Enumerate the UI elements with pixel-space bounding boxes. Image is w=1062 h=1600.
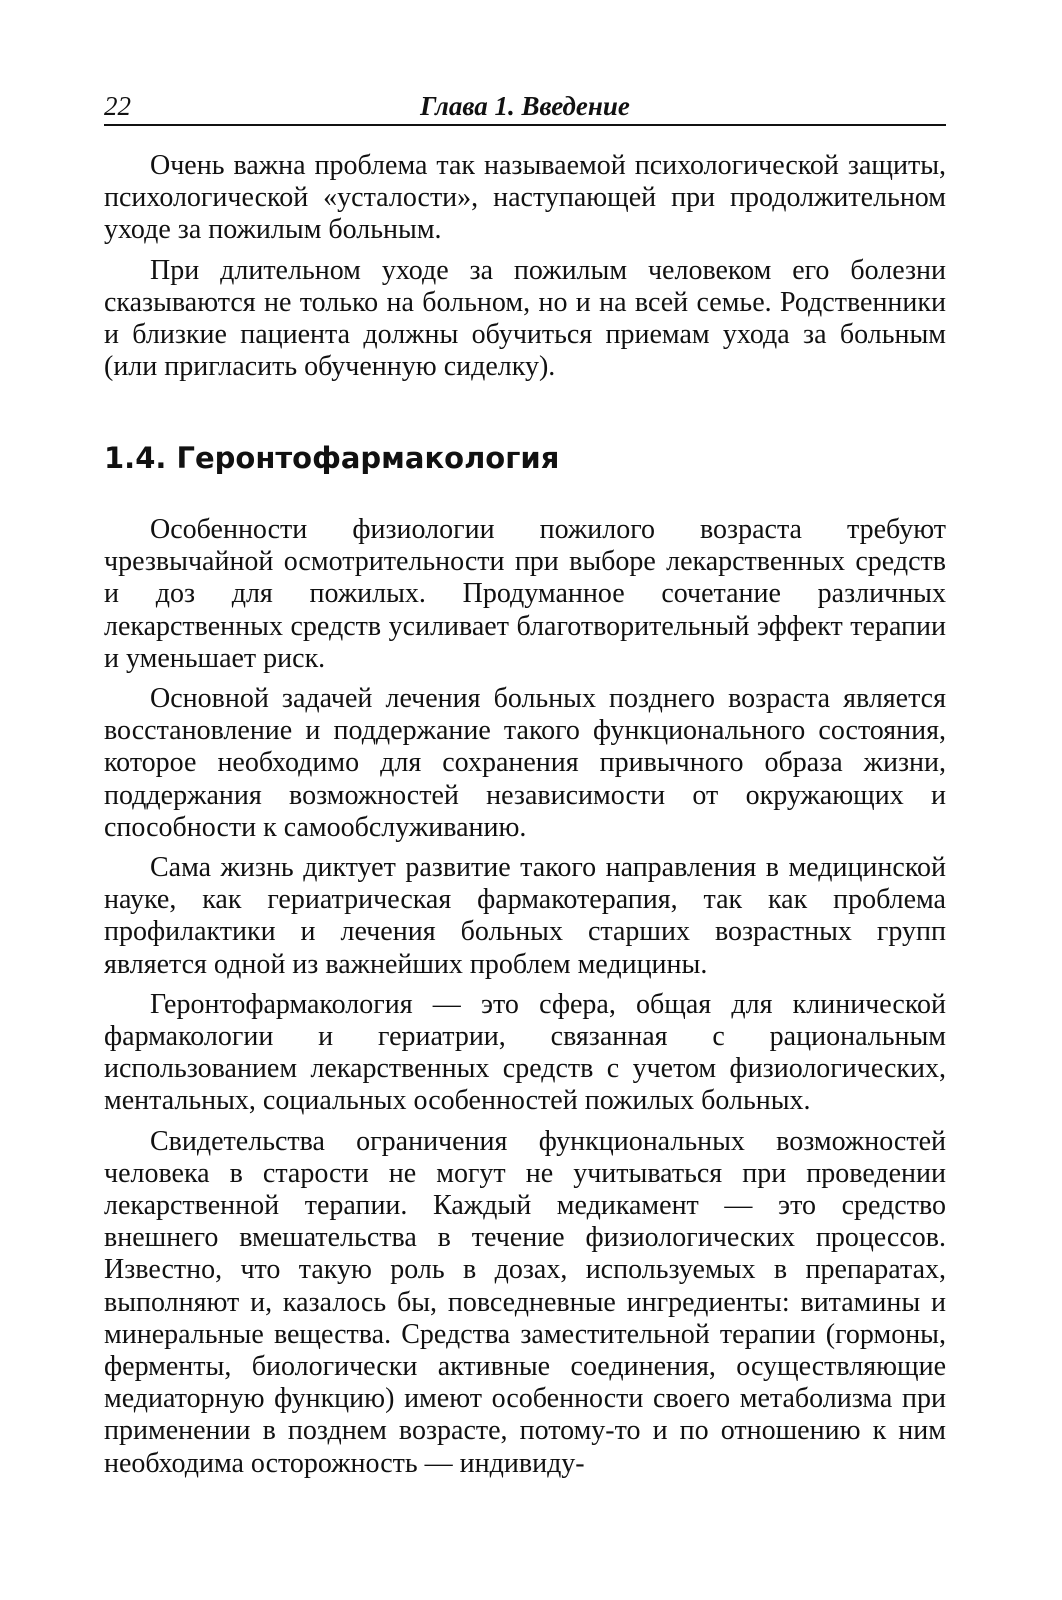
page-number: 22 bbox=[104, 91, 131, 121]
running-header bbox=[104, 88, 946, 126]
paragraph-geriatric-pharmacotherapy: Сама жизнь диктует развитие такого направления в медицинской науке, как гериатрическая фармакотерапия, так как проблема профилактики и лечения больных старших возрастных групп является одной из важнейших проблем медицины. bbox=[104, 852, 946, 980]
section-heading: 1.4. Геронтофармакология bbox=[104, 441, 560, 475]
book-page bbox=[104, 0, 946, 1600]
intro-text bbox=[104, 150, 946, 391]
paragraph-family-care: При длительном уходе за пожилым человеком его болезни сказываются не только на больном, но и на всей семье. Родственники и близкие пациента должны обучиться приемам ухода за больным (или пригласить обученную сиделку). bbox=[104, 254, 946, 383]
paragraph-psychological-protection: Очень важна проблема так называемой психологической защиты, психологической «усталости», наступающей при продолжительном уходе за пожилым больным. bbox=[104, 150, 946, 246]
paragraph-limitations: Свидетельства ограничения функциональных возможностей человека в старости не могут не учитываться при проведении лекарственной терапии. Каждый медикамент — это средство внешнего вмешательства в течение физиологических процессов. Известно, что такую роль в дозах, используемых в препаратах, выполняют и, казалось бы, повседневные ингредиенты: витамины и минеральные вещества. Средства заместительной терапии (гормоны, ферменты, биологически активные соединения, осуществляющие медиаторную функцию) имеют особенности своего метаболизма при применении в позднем возрасте, потому-то и по отношению к ним необходима осторожность — индивиду- bbox=[104, 1125, 946, 1479]
chapter-title: Глава 1. Введение bbox=[420, 91, 630, 121]
section-text bbox=[104, 514, 946, 1488]
paragraph-treatment-goal: Основной задачей лечения больных позднего возраста является восстановление и поддержание такого функционального состояния, которое необходимо для сохранения привычного образа жизни, поддержания возможностей независимости от окружающих и способности к самообслуживанию. bbox=[104, 683, 946, 843]
paragraph-definition: Геронтофармакология — это сфера, общая для клинической фармакологии и гериатрии, связанная с рациональным использованием лекарственных средств с учетом физиологических, ментальных, социальных особенностей пожилых больных. bbox=[104, 988, 946, 1117]
paragraph-physiology: Особенности физиологии пожилого возраста требуют чрезвычайной осмотрительности при выборе лекарственных средств и доз для пожилых. Продуманное сочетание различных лекарственных средств усиливает благотворительный эффект терапии и уменьшает риск. bbox=[104, 514, 946, 674]
